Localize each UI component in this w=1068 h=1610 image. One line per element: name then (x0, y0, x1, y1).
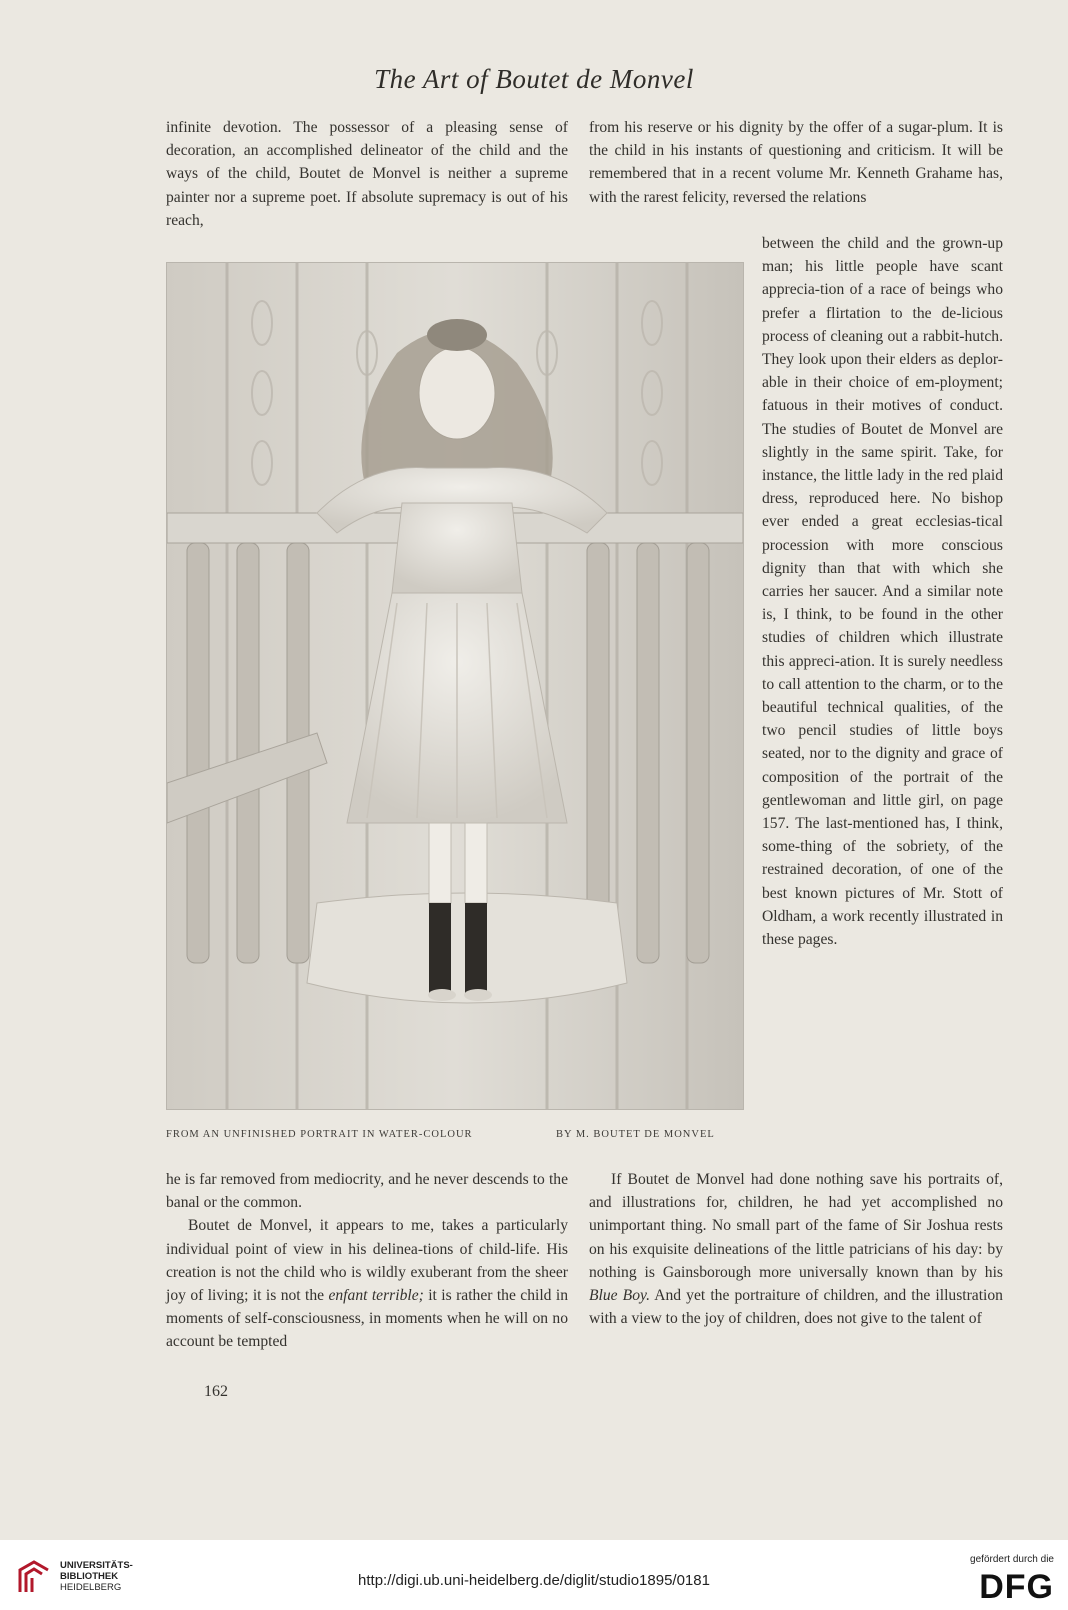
page-number: 162 (204, 1383, 228, 1400)
digitization-footer (0, 1540, 1068, 1610)
library-line: HEIDELBERG (60, 1582, 122, 1593)
text-run: it is rather the child in moments of self-consciousness, in moments when he will on no account be tempted (166, 1287, 568, 1351)
italic-phrase: enfant terrible; (328, 1287, 424, 1305)
italic-phrase: Blue Boy. (589, 1287, 650, 1305)
running-title: The Art of Boutet de Monvel (374, 64, 694, 94)
caption-source: FROM AN UNFINISHED PORTRAIT IN WATER-COLOUR (166, 1129, 473, 1140)
dfg-logo: DFG (979, 1568, 1054, 1606)
paragraph (166, 1214, 568, 1353)
source-url[interactable]: http://digi.ub.uni-heidelberg.de/diglit/studio1895/0181 (358, 1572, 710, 1589)
paragraph: infinite devotion. The possessor of a pleasing sense of decoration, an accomplished delineator of the child and the ways of the child, Boutet de Monvel is neither a supreme painter nor a supreme poet. If absolute supremacy is out of his reach, (166, 119, 568, 229)
library-line: UNIVERSITÄTS- (60, 1560, 133, 1571)
paragraph: from his reserve or his dignity by the offer of a sugar-plum. It is the child in his instants of questioning and criticism. It will be remembered that in a recent volume Mr. Kenneth Grahame has, with the rarest felicity, reversed the relations (589, 119, 1003, 206)
text-run: Boutet de Monvel, it appears to me, takes a particularly individual point of view in his delinea-tions of child-life. His creation is not the child who is wildly exuberant from the sheer joy of living; it is not the (166, 1217, 568, 1305)
text-run: If Boutet de Monvel had done nothing save his portraits of, and illustrations for, children, he had yet accomplished no unimportant thing. No small part of the fame of Sir Joshua rests on his exquisite delineations of the little patricians of his day: by nothing is Gainsborough more universally known than by his (589, 1171, 1003, 1281)
portrait-illustration (166, 262, 744, 1110)
paragraph (589, 1168, 1003, 1330)
left-column-bottom (166, 1168, 568, 1354)
right-column-bottom (589, 1168, 1003, 1330)
caption-artist: BY M. BOUTET DE MONVEL (556, 1129, 715, 1140)
paragraph: he is far removed from mediocrity, and he never descends to the banal or the common. (166, 1171, 568, 1212)
right-column-beside-illustration (762, 232, 1003, 951)
paragraph: between the child and the grown-up man; his little people have scant apprecia-tion of a race of beings who prefer a flirtation to the de-licious process of cleaning out a rabbit-hutch. They look upon their elders as deplor-able in their choice of em-ployment; fatuous in their motives of conduct. The studies of Boutet de Monvel are slightly in the same spirit. Take, for instance, the little lady in the red plaid dress, reproduced here. No bishop ever ended a great ecclesias-tical procession with more conscious dignity than that with which she carries her saucer. And a similar note is, I think, to be found in the other studies of children which illustrate this appreci-ation. It is surely needless to call attention to the charm, or to the beautiful technical qualities, of the two pencil studies of little boys seated, nor to the dignity and grace of composition of the portrait of the gentlewoman and little girl, on page 157. The last-mentioned has, I think, some-thing of the sobriety, of the restrained decoration, of one of the best known pictures of Mr. Stott of Oldham, a work recently illustrated in these pages. (762, 235, 1003, 949)
girl-portrait-image (167, 263, 743, 1109)
text-run: And yet the portraiture of children, and the illustration with a view to the joy of children, does not give to the talent of (589, 1287, 1003, 1328)
library-line: BIBLIOTHEK (60, 1571, 119, 1582)
right-column-top (589, 116, 1003, 209)
left-column-top (166, 116, 568, 232)
funding-note: gefördert durch die (970, 1554, 1054, 1565)
